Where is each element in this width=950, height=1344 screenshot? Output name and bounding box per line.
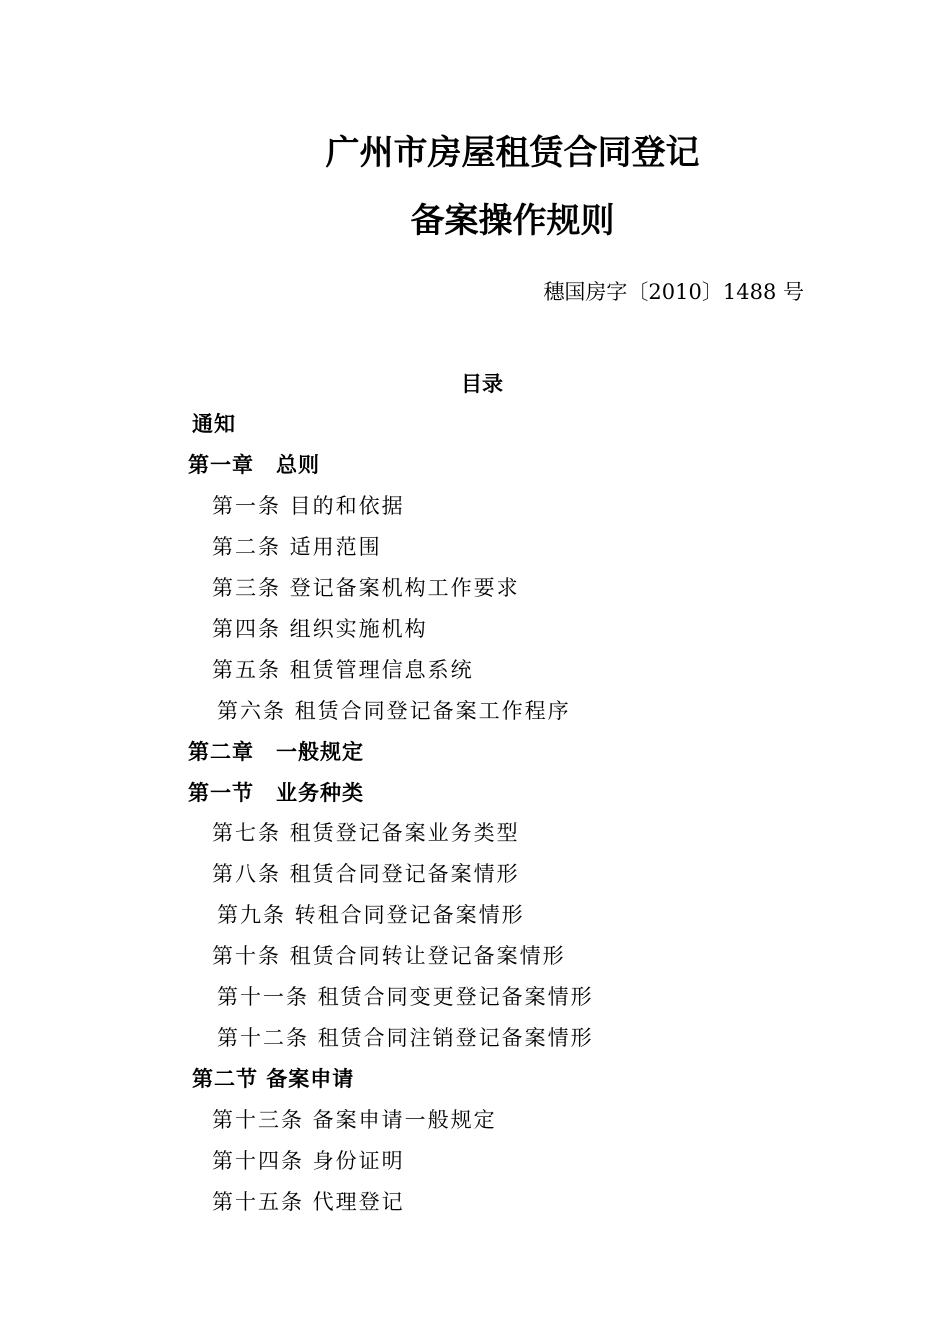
toc-article: 第十四条 身份证明 (212, 1149, 405, 1173)
toc-article: 第十条 租赁合同转让登记备案情形 (212, 944, 566, 968)
toc-section: 第二节 备案申请 (192, 1067, 355, 1091)
toc-article: 第十二条 租赁合同注销登记备案情形 (217, 1026, 594, 1050)
toc-article: 第四条 组织实施机构 (212, 617, 428, 641)
toc-section: 第一节 业务种类 (188, 781, 364, 805)
toc-chapter: 第一章 总则 (188, 453, 320, 477)
toc-article: 第九条 转租合同登记备案情形 (217, 903, 525, 927)
toc-article: 第五条 租赁管理信息系统 (212, 658, 474, 682)
toc-article: 第十五条 代理登记 (212, 1190, 405, 1214)
toc-item-notice: 通知 (192, 412, 236, 436)
document-number: 穗国房字〔2010〕1488 号 (543, 280, 804, 304)
toc-chapter: 第二章 一般规定 (188, 740, 364, 764)
document-title-line-1: 广州市房屋租赁合同登记 (325, 133, 700, 173)
toc-article: 第七条 租赁登记备案业务类型 (212, 821, 520, 845)
toc-article: 第二条 适用范围 (212, 535, 382, 559)
toc-article: 第十三条 备案申请一般规定 (212, 1108, 497, 1132)
document-title-line-2: 备案操作规则 (410, 201, 615, 241)
toc-article: 第一条 目的和依据 (212, 494, 405, 518)
toc-article: 第八条 租赁合同登记备案情形 (212, 862, 520, 886)
toc-article: 第六条 租赁合同登记备案工作程序 (217, 699, 571, 723)
toc-article: 第三条 登记备案机构工作要求 (212, 576, 520, 600)
toc-article: 第十一条 租赁合同变更登记备案情形 (217, 985, 594, 1009)
toc-heading: 目录 (461, 372, 503, 396)
